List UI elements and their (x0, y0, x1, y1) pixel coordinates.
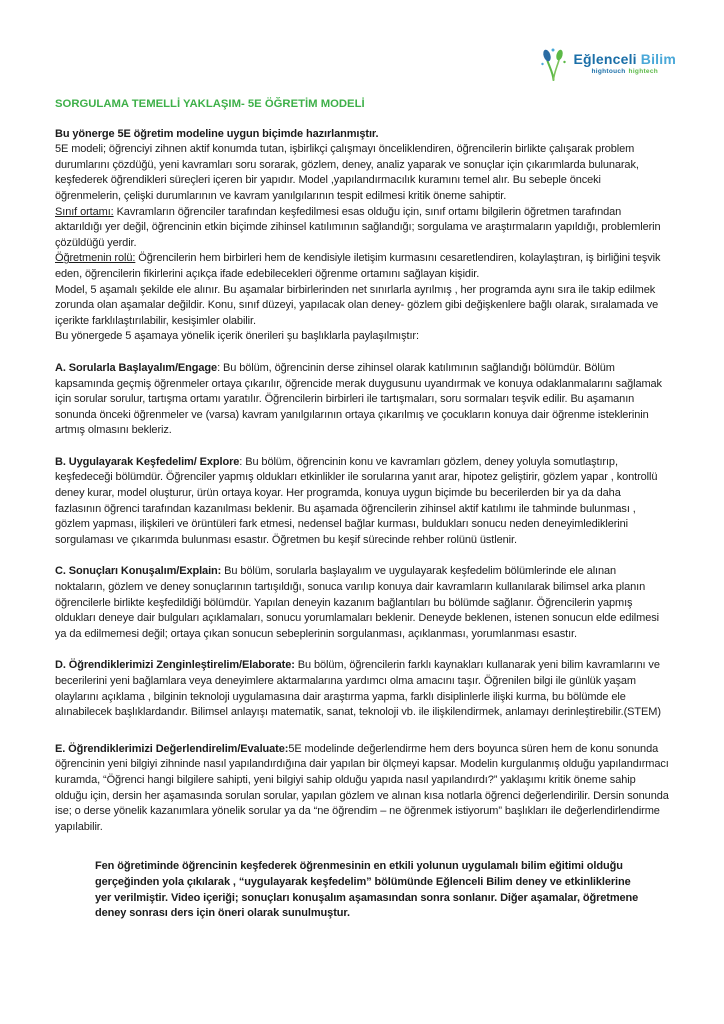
logo-title-secondary: Bilim (640, 51, 676, 68)
company-logo (539, 46, 676, 82)
section-explain: C. Sonuçları Konuşalım/Explain: Bu bölüm, sorularla başlayalım ve uygulayarak keşfedelim bölümlerinde ele alınan noktaların, gözlem ve deney sonuçlarının tartışıldığı, sonuca varılıp konuya dair kavramların kullanılarak bilimsel arka planın öğrencilerle birlikte keşfedildiği bölümdür. Yapılan deneyin kazanım bağlantıları bu bölümde sağlanır. Öğrencilerin yapmış oldukları deneye dair bulguları açıklamaları, sonucu yorumlamaları beklenir. Deneyde beklenen, istenen sonucun elde edilmesi ya da edilmemesi değil; ortaya çıkan sonucun sebeplerinin sorgulanması, açıklanması, yorumlanması esastır. (55, 565, 659, 640)
model-stages: Model, 5 aşamalı şekilde ele alınır. Bu aşamalar birbirlerinden net sınırlarla ayrılmış , her programda aynı sıra ile takip edilmek zorunda olan aşamalar değildir. Konu, sınıf düzeyi, yapılacak olan deney- gözlem gibi değişkenlere bağlı olarak, sıralamada ve içerikte farklılaştırılabilir, kesişimler olabilir. (55, 283, 659, 327)
model-description: 5E modeli; öğrenciyi zihnen aktif konumda tutan, işbirlikçi çalışmayı önceliklendiren, öğrencilerin birlikte çalışarak problem durumlarını çözdüğü, yeni kavramları soru sorarak, gözlem, deney, analiz yaparak ve sonuçlar için çıkarımlarda bulunarak, keşfederek öğrendikleri süreçleri içeren bir yapıdır. Model ,yapılandırmacılık kuramını temel alır. Bu sebeple önceki öğrenmelerin, çelişki durumlarının ve kavram yanılgılarının tespit edilmesi kritik öneme sahiptir. (55, 143, 639, 202)
guide-note: Bu yönergede 5 aşamaya yönelik içerik önerileri şu başlıklarla paylaşılmıştır: (55, 330, 419, 343)
section-evaluate: E. Öğrendiklerimizi Değerlendirelim/Evaluate:5E modelinde değerlendirme hem ders boyunca süren hem de konu sonunda öğrencinin yeni bilgiyi zihninde nasıl yapılandırdığına dair yapılan bir ölçmeyi kapsar. Modelin kurgulanmış olduğu yapılandırmacı kuramda, “Öğrenci hangi bilgilere sahipti, yeni bilgiyi sahip olduğu yapıda nasıl yapılandırdı?” yaklaşımı kritik öneme sahip olduğu için, dersin her aşamasında sorulan sorular, yapılan gözlem ve alınan kısa notlarla öğrenci değerlendirilir. Dersin sonunda ise; o derse yönelik kazanımlara yönelik sorular ya da “ne öğrendim – ne öğrenmek istiyorum” başlıkları ile değerlendirlendirme yapılabilir. (55, 742, 669, 833)
document-body (55, 127, 669, 922)
logo-subtitle (573, 69, 676, 76)
teacher-role: Öğretmenin rolü: Öğrencilerin hem birbirleri hem de kendisiyle iletişim kurmasını cesaretlendiren, kolaylaştıran, iş birliğini teşvik eden, öğrencilerin fikirlerini açıkça ifade edebilecekleri öğrenme ortamını sağlayan kişidir. (55, 252, 661, 280)
logo-text (573, 52, 676, 76)
section-engage: A. Sorularla Başlayalım/Engage: Bu bölüm, öğrencinin derse zihinsel olarak katılımının sağlandığı bölümdür. Bölüm kapsamında geçmiş öğrenmeler ortaya çıkarılır, öğrencide merak duygusunu uyandırmak ve konuya odaklanmalarını sağlamak için sorular sorulur, tartışma ortamı yaratılır. Öğrencilerin birbirleri ile tartışmaları, soru sormaları teşvik edilir. Bu aşamanın sonunda önceki öğrenmeler ve (varsa) kavram yanılgılarının ortaya çıkarılmış ve çocukların konuya dair öğrenme isteklerinin artmış olmasını bekleriz. (55, 361, 662, 437)
document-content (55, 97, 669, 922)
section-elaborate: D. Öğrendiklerimizi Zenginleştirelim/Elaborate: Bu bölüm, öğrencilerin farklı kaynakları kullanarak yeni bilim kavramlarını ve becerilerini yeni bağlamlara veya deneyimlere aktarmalarına yardımcı olma amacını taşır. Öğrenilen bilgi ile günlük yaşam olaylarını açıklama , bilginin teknoloji uygulamasına dair araştırma yapma, farklı disiplinlerle ilişki kurma, bu bölümde ele alınabilecek başlıklardandır. Bilimsel anlayışı matematik, sanat, teknoloji vb. ile ilişkilendirmek, anlamayı derinleştirebilir.(STEM) (55, 659, 661, 719)
intro-statement: Bu yönerge 5E öğretim modeline uygun biçimde hazırlanmıştır. (55, 127, 379, 140)
section-explore: B. Uygulayarak Keşfedelim/ Explore: Bu bölüm, öğrencinin konu ve kavramları gözlem, deney yoluyla somutlaştırıp, keşfedeceği bölümdür. Öğrenciler yapmış oldukları etkinlikler ile sorularına yanıt arar, hipotez geliştirir, gözlem yapar , kontrollü deney kurar, model oluşturur, ürün ortaya koyar. Her programda, konuya uygun biçimde bu becerilerden bir ya da daha fazlasının öğrenci tarafından kazanılması beklenir. Bu aşamada öğrencilerin zihinsel aktif katılımı ile tahminde bulunması , gözlem yapması, ilişkileri ve örüntüleri fark etmesi, nedensel bağlar kurması, buldukları sonucu neden deneyimlediklerini sorgulaması ve çıkarımda bulunması esastır. Öğretmen bu keşif sürecinde rehber rolünü üstlenir. (55, 455, 658, 546)
classroom-environment: Sınıf ortamı: Kavramların öğrenciler tarafından keşfedilmesi esas olduğu için, sınıf ortamı bilgilerin öğretmen tarafından aktarıldığı yer değil, öğrencinin etkin biçimde zihinsel katılımının sağlandığı; sorgulama ve araştırmaların yapıldığı, problemlerin çözüldüğü yerdir. (55, 205, 661, 249)
logo-title-primary: Eğlenceli (573, 51, 637, 68)
logo-title (573, 52, 676, 66)
logo-subtitle-secondary: hightech (628, 68, 659, 76)
closing-note: Fen öğretiminde öğrencinin keşfederek öğrenmesinin en etkili yolunun uygulamalı bilim eğitimi olduğu gerçeğinden yola çıkılarak , “uygulayarak keşfedelim” bölümünde Eğlenceli Bilim deney ve etkinliklerine yer verilmiştir. Video içeriği; sonuçları konuşalım aşamasından sonra sonlanır. Diğer aşamalar, öğretmene deney sonrası ders için öneri olarak sunulmuştur. (95, 860, 639, 920)
science-plant-icon (539, 46, 569, 82)
page-title: SORGULAMA TEMELLİ YAKLAŞIM- 5E ÖĞRETİM MODELİ (55, 98, 365, 110)
logo-subtitle-primary: hightouch (591, 68, 626, 76)
